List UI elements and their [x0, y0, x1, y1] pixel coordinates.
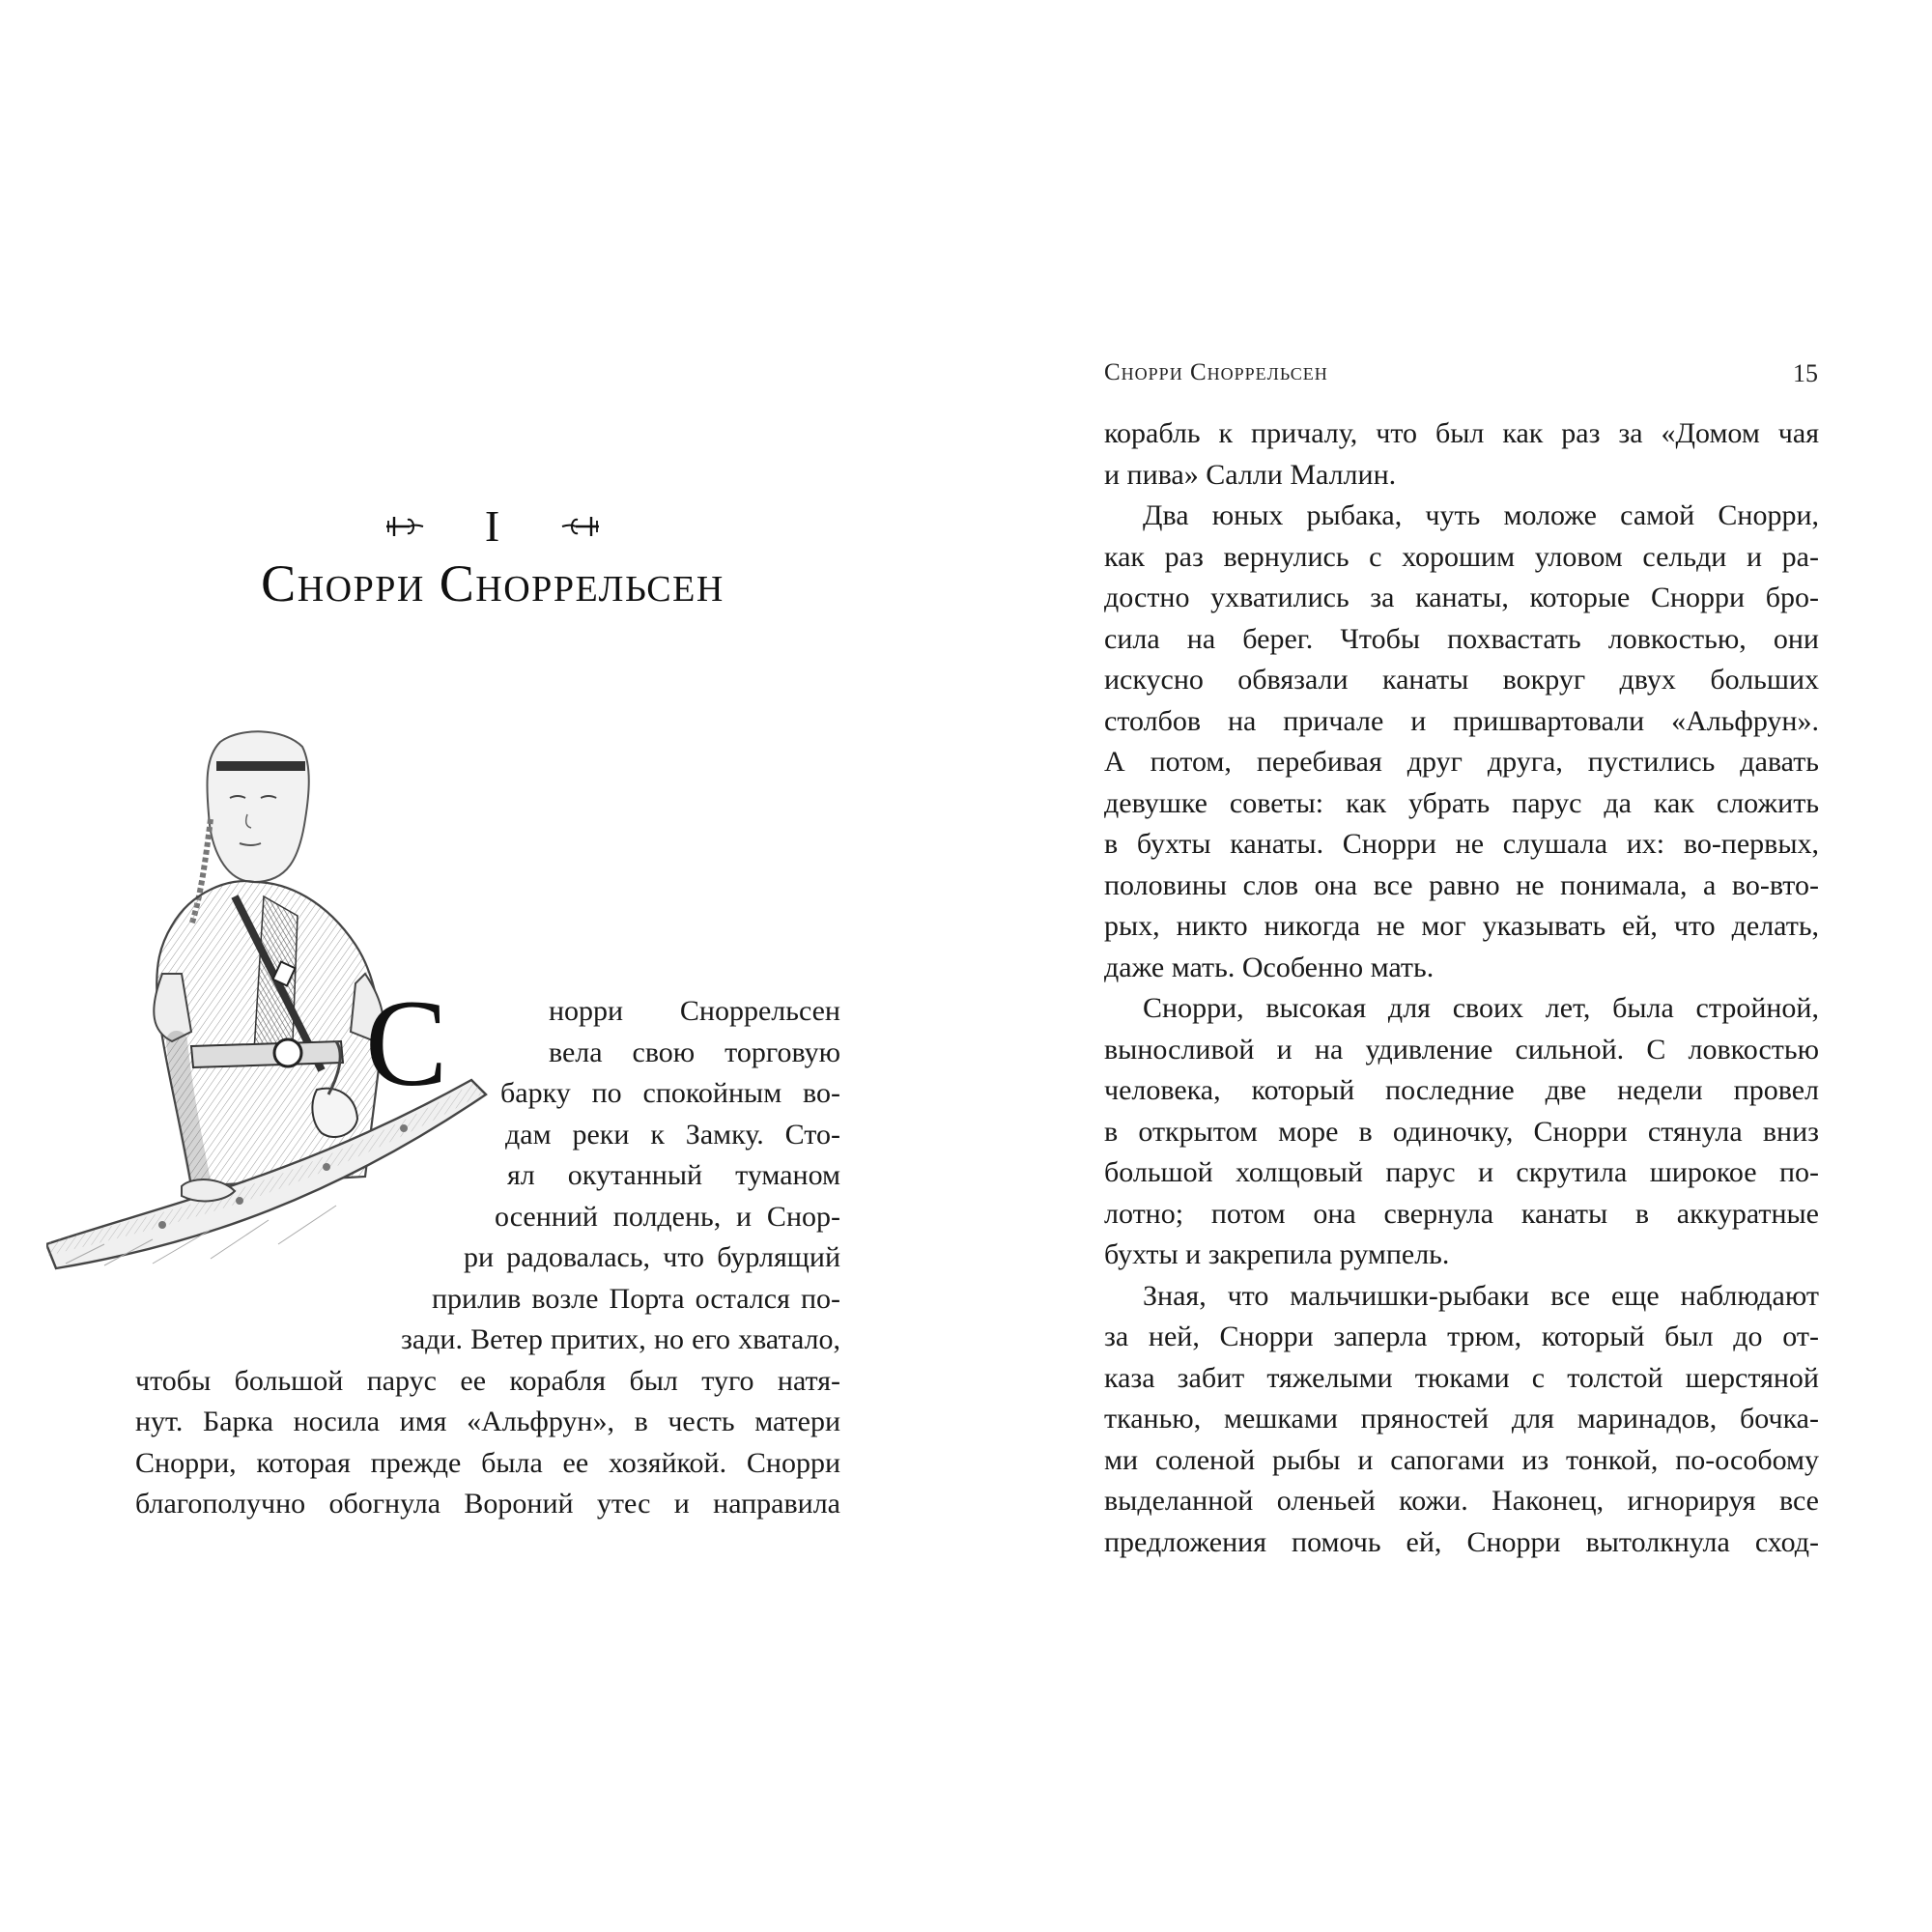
text-line: выносливой и на удивление сильной. С ловкостью — [1104, 1033, 1819, 1065]
text-line: барку по спокойным во- — [500, 1077, 840, 1109]
text-line: за ней, Снорри заперла трюм, который был до от- — [1104, 1321, 1819, 1352]
chapter-opening-paragraph — [135, 975, 840, 1525]
text-line: бухты и закрепила румпель. — [1104, 1238, 1450, 1270]
text-line: Снорри, высокая для своих лет, была стройной, — [1143, 992, 1819, 1024]
right-page — [966, 0, 1932, 1932]
text-line: осенний полдень, и Снор- — [495, 1200, 840, 1233]
text-line: Зная, что мальчишки-рыбаки все еще наблюдают — [1143, 1279, 1819, 1312]
text-line: ри радовалась, что бурлящий — [464, 1241, 840, 1273]
page-number: 15 — [1793, 359, 1818, 387]
text-line: в открытом море в одиночку, Снорри стянула вниз — [1104, 1115, 1819, 1148]
text-line: каза забит тяжелыми тюками с толстой шерстяной — [1104, 1361, 1819, 1394]
text-line: норри Сноррельсен — [549, 995, 840, 1027]
fleuron-left-icon — [384, 512, 427, 541]
text-line: сила на берег. Чтобы похвастать ловкостью, они — [1104, 622, 1819, 655]
text-line: Два юных рыбака, чуть моложе самой Снорри, — [1143, 499, 1819, 531]
text-line: в бухты канаты. Снорри не слушала их: во-первых, — [1104, 828, 1819, 860]
text-line: достно ухватились за канаты, которые Снорри бро- — [1104, 582, 1819, 613]
text-line: рых, никто никогда не мог указывать ей, что делать, — [1104, 910, 1819, 942]
text-line: прилив возле Порта остался по- — [432, 1282, 840, 1315]
text-line: А потом, перебивая друг друга, пустились давать — [1104, 746, 1819, 778]
text-line: Снорри, которая прежде была ее хозяйкой. Снорри — [135, 1446, 840, 1479]
text-line: и пива» Салли Маллин. — [1104, 458, 1397, 491]
body-text — [1104, 413, 1819, 1563]
chapter-heading — [222, 502, 763, 551]
text-line: ял окутанный туманом — [507, 1159, 840, 1191]
text-line: искусно обвязали канаты вокруг двух больших — [1104, 664, 1819, 696]
text-line: тканью, мешками пряностей для маринадов, бочка- — [1104, 1403, 1819, 1435]
text-line: предложения помочь ей, Снорри вытолкнула сход- — [1104, 1525, 1819, 1558]
running-head: Снорри Сноррельсен — [1104, 359, 1328, 385]
text-line: корабль к причалу, что был как раз за «Домом чая — [1104, 417, 1819, 449]
fleuron-right-icon — [558, 512, 601, 541]
text-line: девушке советы: как убрать парус да как сложить — [1104, 786, 1819, 819]
text-line: благополучно обогнула Вороний утес и направила — [135, 1488, 840, 1520]
text-line: даже мать. Особенно мать. — [1104, 951, 1435, 983]
text-line: нут. Барка носила имя «Альфрун», в честь матери — [135, 1406, 840, 1437]
text-line: лотно; потом она свернула канаты в аккуратные — [1104, 1197, 1819, 1230]
text-line: ми соленой рыбы и сапогами из тонкой, по-особому — [1104, 1443, 1819, 1476]
text-line: выделанной оленьей кожи. Наконец, игнорируя все — [1104, 1485, 1819, 1517]
text-line: столбов на причале и пришвартовали «Альфрун». — [1104, 704, 1819, 737]
chapter-number: I — [484, 501, 501, 551]
text-line: зади. Ветер притих, но его хватало, — [401, 1323, 840, 1355]
text-line: дам реки к Замку. Сто- — [505, 1118, 840, 1151]
text-line: большой холщовый парус и скрутила широкое по- — [1104, 1156, 1819, 1188]
chapter-title: Снорри Сноррельсен — [261, 554, 724, 612]
text-line: человека, который последние две недели провел — [1104, 1074, 1819, 1106]
drop-cap: С — [365, 975, 448, 1112]
text-line: вела свою торговую — [549, 1036, 840, 1068]
text-line: как раз вернулись с хорошим уловом сельди и ра- — [1104, 540, 1819, 573]
text-line: чтобы большой парус ее корабля был туго натя- — [135, 1364, 840, 1397]
text-line: половины слов она все равно не понимала, а во-вто- — [1104, 868, 1819, 901]
